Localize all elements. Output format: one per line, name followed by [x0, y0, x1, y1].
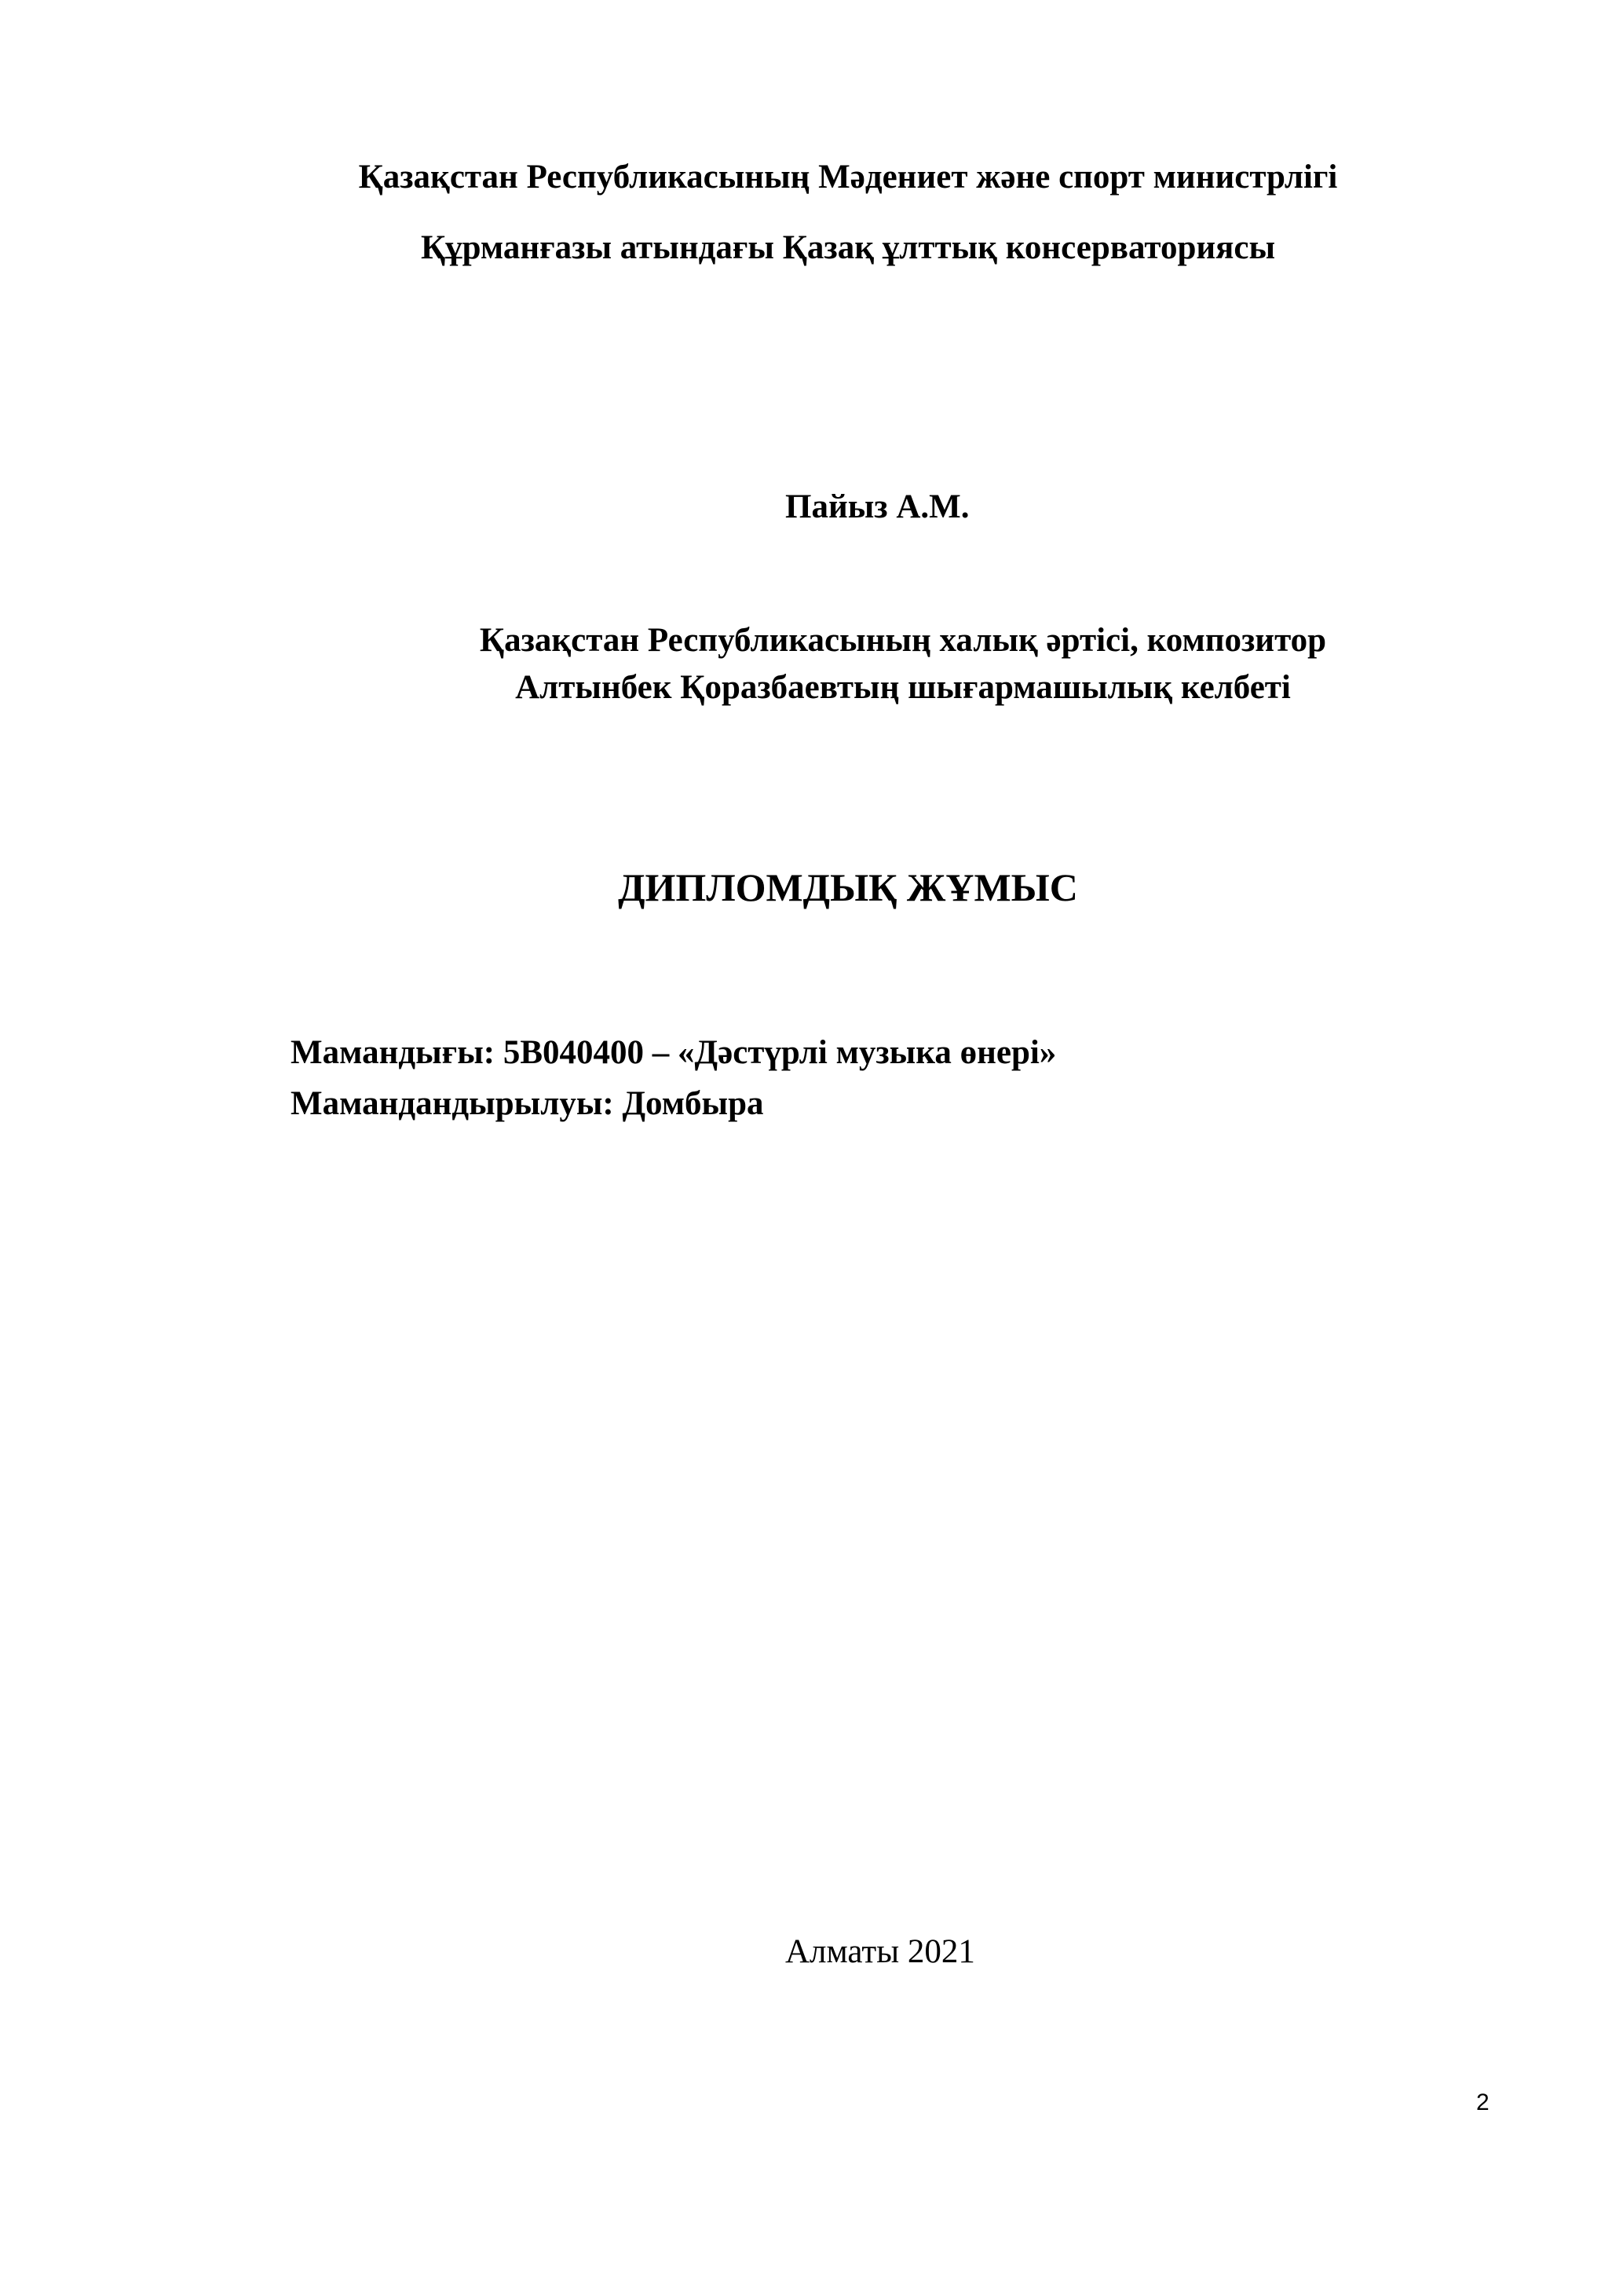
- ministry-heading: Қазақстан Республикасының Мәдениет және спорт министрлігі: [358, 159, 1338, 196]
- topic-line-1: Қазақстан Республикасының халық әртісі, композитор: [479, 622, 1327, 659]
- conservatory-heading: Құрманғазы атындағы Қазақ ұлттық консерваториясы: [420, 229, 1276, 266]
- work-type-title: ДИПЛОМДЫҚ ЖҰМЫС: [618, 865, 1078, 909]
- author-name: Пайыз А.М.: [785, 488, 970, 525]
- topic-line-2: Алтынбек Қоразбаевтың шығармашылық келбеті: [515, 669, 1291, 706]
- page-number: 2: [1476, 2089, 1490, 2115]
- specialty-line: Мамандығы: 5В040400 – «Дәстүрлі музыка өнері»: [291, 1034, 1057, 1071]
- city-year: Алматы 2021: [785, 1933, 975, 1970]
- specialization-line: Мамандандырылуы: Домбыра: [291, 1085, 764, 1122]
